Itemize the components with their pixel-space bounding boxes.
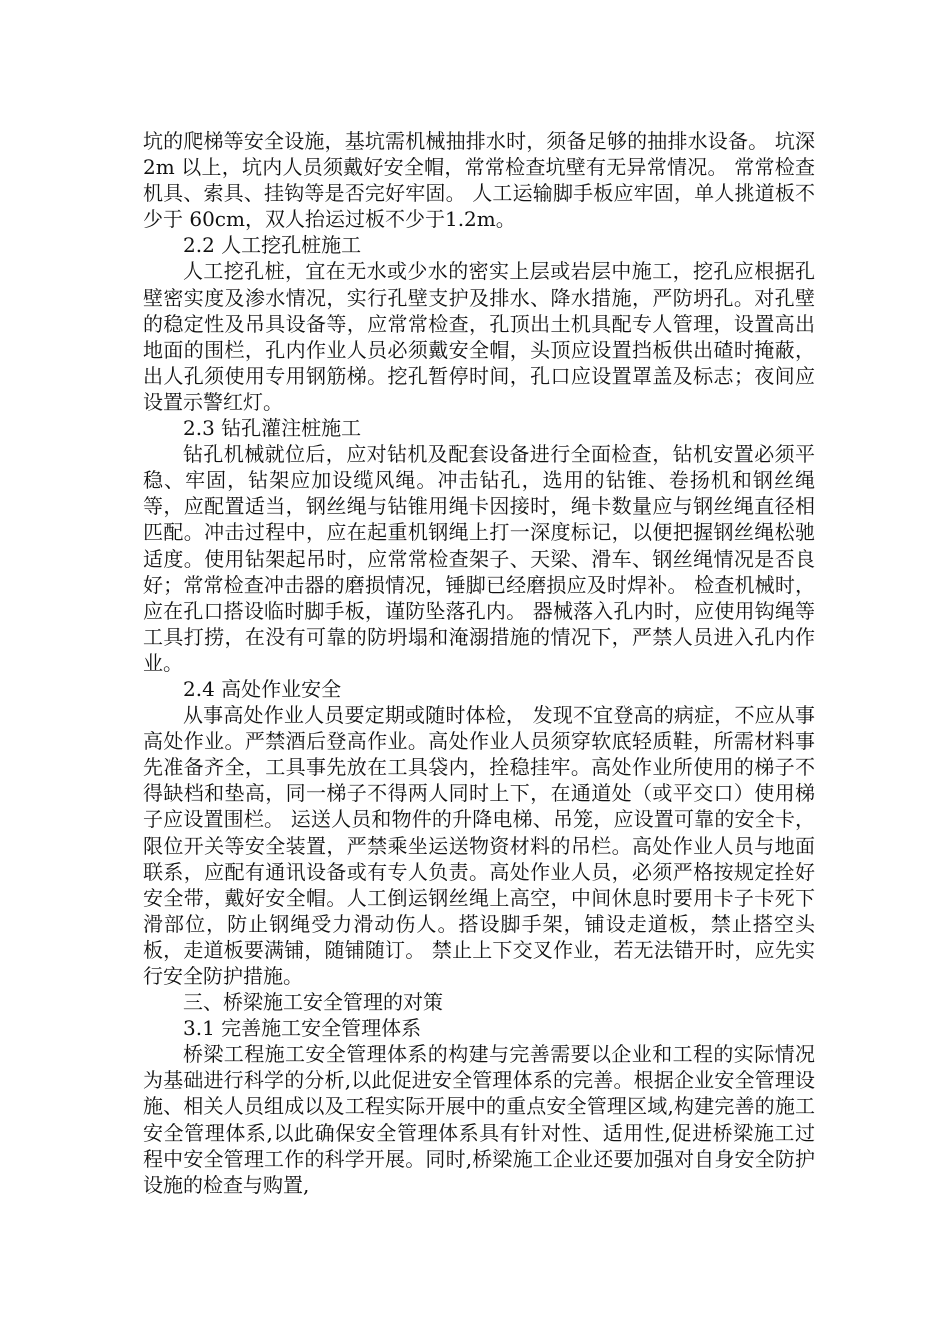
heading-2-4: 2.4 高处作业安全 xyxy=(183,676,342,701)
paragraph-bored-pile: 钻孔机械就位后，应对钻机及配套设备进行全面检查，钻机安置必须平稳、牢固，钻架应加设缆风绳。冲击钻孔，选用的钻锥、卷扬机和钢丝绳等，应配置适当，钢丝绳与钻锥用绳卡因接时，绳卡数量应与钢丝绳直径相匹配。冲击过程中，应在起重机钢绳上打一深度标记，以便把握钢丝绳松驰适度。使用钻架起吊时，应常常检查架子、天梁、滑车、钢丝绳情况是否良好；常常检查冲击器的磨损情况，锤脚已经磨损应及时焊补。 检查机械时，应在孔口搭设临时脚手板，谨防坠落孔内。 器械落入孔内时，应使用钩绳等工具打捞，在没有可靠的防坍塌和淹溺措施的情况下，严禁人员进入孔内作业。 xyxy=(143,442,815,675)
paragraph-high-work: 从事高处作业人员要定期或随时体检， 发现不宜登高的病症，不应从事高处作业。严禁酒后登高作业。高处作业人员须穿软底轻质鞋，所需材料事先准备齐全，工具事先放在工具袋内，拴稳挂牢。高处作业所使用的梯子不得缺档和垫高，同一梯子不得两人同时上下，在通道处（或平交口）使用梯子应设置围栏。 运送人员和物件的升降电梯、吊笼，应设置可靠的安全卡，限位开关等安全装置，严禁乘坐运送物资材料的吊栏。高处作业人员与地面联系，应配有通讯设备或有专人负责。高处作业人员，必须严格按规定拴好安全带，戴好安全帽。人工倒运钢丝绳上高空，中间休息时要用卡子卡死下滑部位，防止钢绳受力滑动伤人。搭设脚手架，铺设走道板，禁止搭空头板，走道板要满铺，随铺随订。 禁止上下交叉作业，若无法错开时，应先实行安全防护措施。 xyxy=(143,703,815,988)
heading-3-1: 3.1 完善施工安全管理体系 xyxy=(183,1016,422,1041)
paragraph-manual-pile: 人工挖孔桩，宜在无水或少水的密实上层或岩层中施工，挖孔应根据孔壁密实度及渗水情况，实行孔壁支护及排水、降水措施，严防坍孔。对孔壁的稳定性及吊具设备等，应常常检查，孔顶出土机具配专人管理，设置高出地面的围栏，孔内作业人员必须戴安全帽，头顶应设置挡板供出碴时掩蔽，出人孔须使用专用钢筋梯。挖孔暂停时间，孔口应设置罩盖及标志；夜间应设置示警红灯。 xyxy=(143,259,815,414)
paragraph-pit-safety: 坑的爬梯等安全设施，基坑需机械抽排水时，须备足够的抽排水设备。 坑深2m 以上，坑内人员须戴好安全帽，常常检查坑壁有无异常情况。 常常检查机具、索具、挂钩等是否完好牢固。 人工运输脚手板应牢固，单人挑道板不少于 60cm，双人抬运过板不少于1.2m。 xyxy=(143,129,815,232)
document-page xyxy=(143,128,815,1198)
heading-2-2: 2.2 人工挖孔桩施工 xyxy=(183,233,362,258)
heading-section-3: 三、桥梁施工安全管理的对策 xyxy=(183,990,443,1015)
heading-2-3: 2.3 钻孔灌注桩施工 xyxy=(183,416,362,441)
paragraph-management-system: 桥梁工程施工安全管理体系的构建与完善需要以企业和工程的实际情况为基础进行科学的分析,以此促进安全管理体系的完善。根据企业安全管理设施、相关人员组成以及工程实际开展中的重点安全管理区域,构建完善的施工安全管理体系,以此确保安全管理体系具有针对性、适用性,促进桥梁施工过程中安全管理工作的科学开展。同时,桥梁施工企业还要加强对自身安全防护设施的检查与购置, xyxy=(143,1042,815,1197)
